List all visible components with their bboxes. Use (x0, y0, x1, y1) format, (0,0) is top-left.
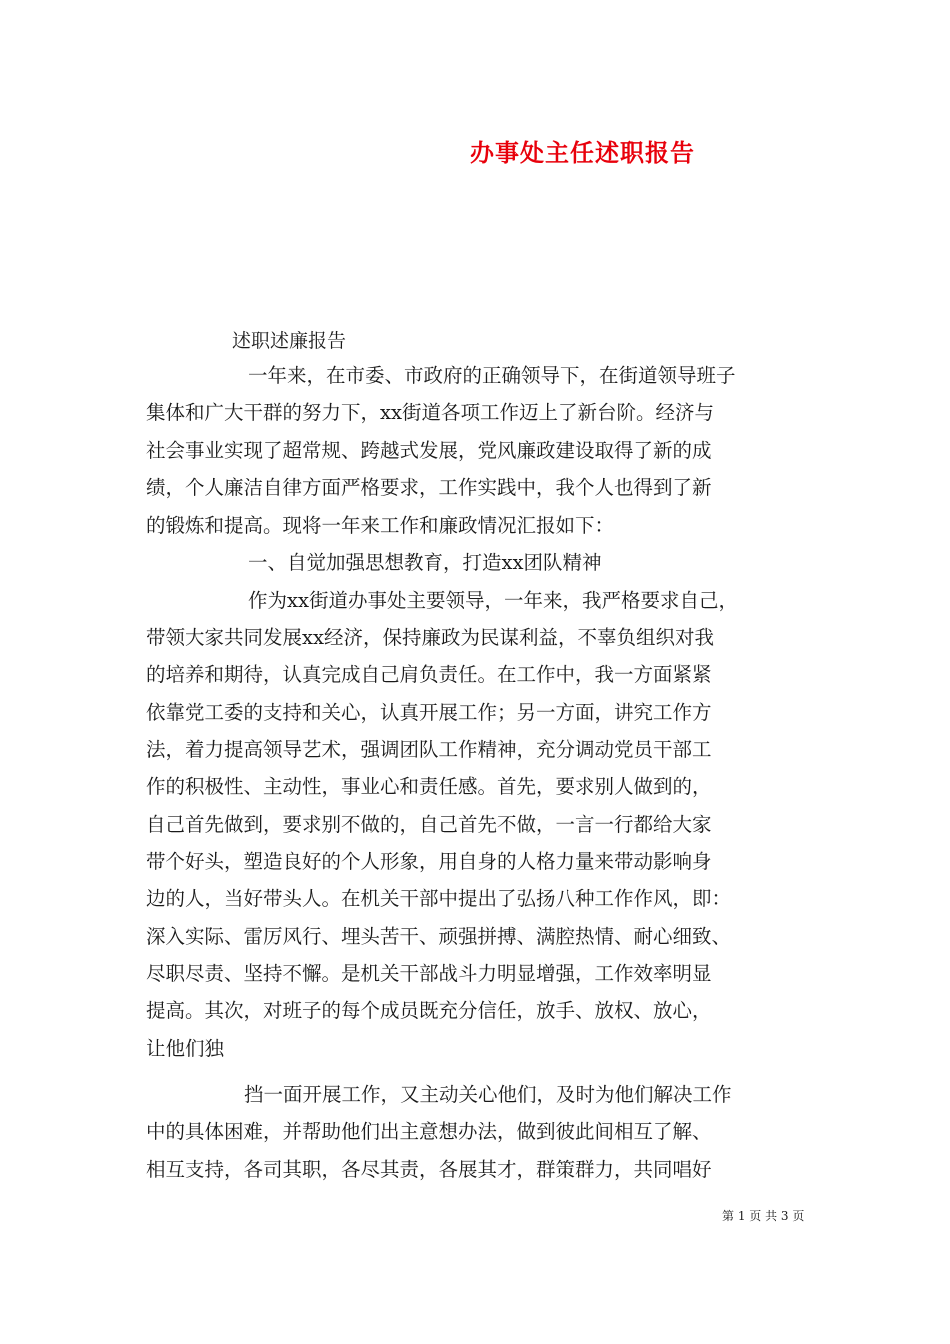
page-number-footer: 第 1 页 共 3 页 (722, 1209, 805, 1223)
body-line-21: 中的具体困难，并帮助他们出主意想办法，做到彼此间相互了解、 (146, 1120, 712, 1143)
section-heading-1: 一、自觉加强思想教育，打造xx团队精神 (248, 551, 602, 574)
document-title: 办事处主任述职报告 (470, 138, 695, 167)
body-line-22: 相互支持，各司其职，各尽其责，各展其才，群策群力，共同唱好 (146, 1158, 712, 1181)
body-line-19: 让他们独 (146, 1037, 225, 1060)
body-line-11: 法，着力提高领导艺术，强调团队工作精神，充分调动党员干部工 (146, 738, 712, 761)
section-subheading: 述职述廉报告 (232, 330, 347, 352)
body-line-5: 的锻炼和提高。现将一年来工作和廉政情况汇报如下： (146, 514, 615, 537)
body-line-10: 依靠党工委的支持和关心，认真开展工作；另一方面，讲究工作方 (146, 701, 712, 724)
body-line-4: 绩，个人廉洁自律方面严格要求，工作实践中，我个人也得到了新 (146, 476, 712, 499)
body-line-2: 集体和广大干群的努力下，xx街道各项工作迈上了新台阶。经济与 (146, 401, 714, 424)
body-line-9: 的培养和期待，认真完成自己肩负责任。在工作中，我一方面紧紧 (146, 663, 712, 686)
body-line-1: 一年来，在市委、市政府的正确领导下，在街道领导班子 (248, 364, 736, 387)
body-line-7: 作为xx街道办事处主要领导，一年来，我严格要求自己， (248, 589, 738, 612)
body-line-15: 边的人，当好带头人。在机关干部中提出了弘扬八种工作作风，即： (146, 887, 732, 910)
body-line-8: 带领大家共同发展xx经济，保持廉政为民谋利益，不辜负组织对我 (146, 626, 714, 649)
body-line-12: 作的积极性、主动性，事业心和责任感。首先，要求别人做到的， (146, 775, 712, 798)
body-line-3: 社会事业实现了超常规、跨越式发展，党风廉政建设取得了新的成 (146, 439, 712, 462)
body-line-18: 提高。其次，对班子的每个成员既充分信任，放手、放权、放心， (146, 999, 712, 1022)
body-line-14: 带个好头，塑造良好的个人形象，用自身的人格力量来带动影响身 (146, 850, 712, 873)
body-line-13: 自己首先做到，要求别不做的，自己首先不做，一言一行都给大家 (146, 813, 712, 836)
body-line-20: 挡一面开展工作，又主动关心他们，及时为他们解决工作 (244, 1083, 732, 1106)
body-line-17: 尽职尽责、坚持不懈。是机关干部战斗力明显增强，工作效率明显 (146, 962, 712, 985)
body-line-16: 深入实际、雷厉风行、埋头苦干、顽强拼搏、满腔热情、耐心细致、 (146, 925, 732, 948)
